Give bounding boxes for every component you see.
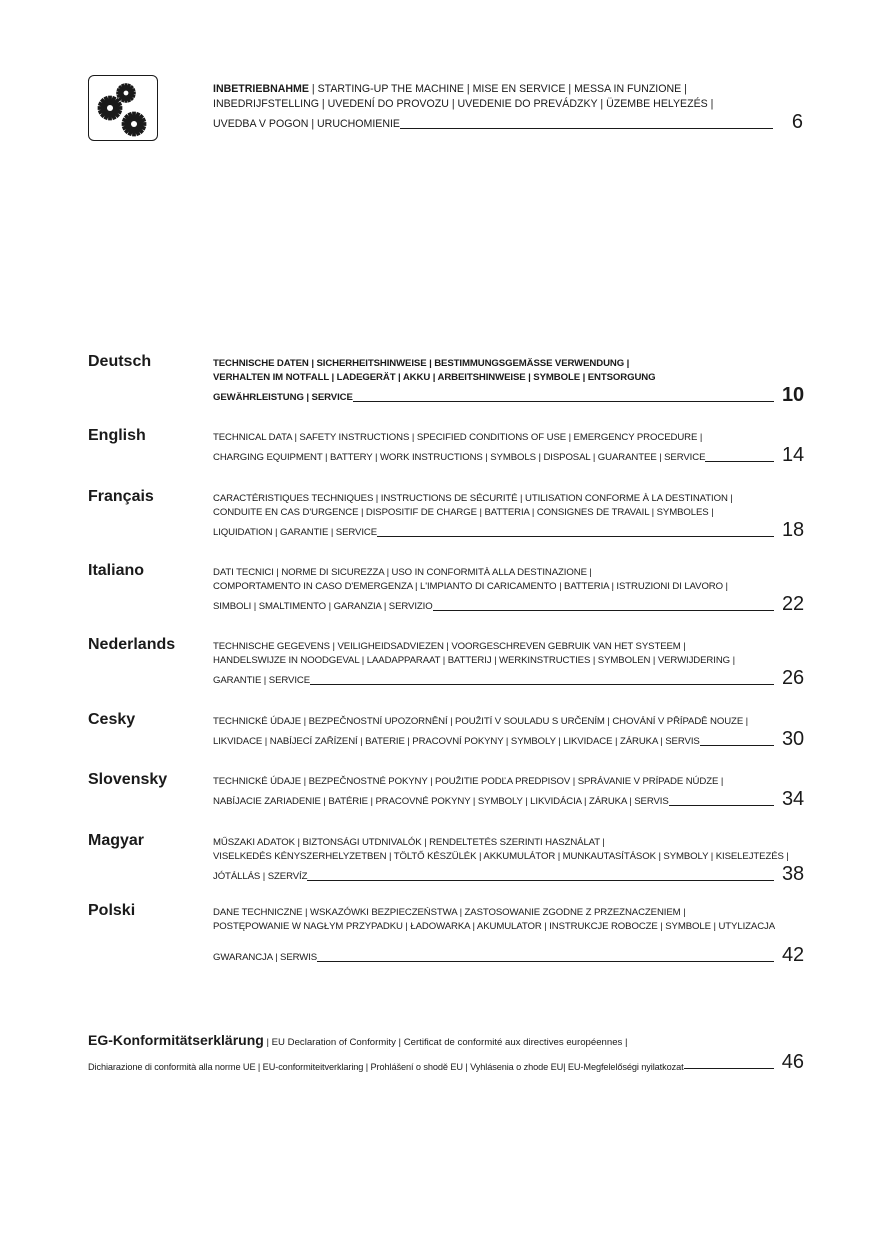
leader-line <box>705 460 774 462</box>
header-title-fr: MISE EN SERVICE <box>472 83 566 95</box>
leader-line <box>353 400 774 402</box>
page-number[interactable]: 34 <box>781 788 804 810</box>
language-label: Polski <box>88 902 136 919</box>
description-line: NABÍJACIE ZARIADENIE | BATÉRIE | PRACOVNÉ POKYNY | SYMBOLY | LIKVIDÁCIA | ZÁRUKA | SERVIS <box>213 796 669 807</box>
description-line: TECHNICKÉ ÚDAJE | BEZPEČNOSTNÍ UPOZORNĚNÍ | POUŽITÍ V SOULADU S URČENÍM | CHOVÁNÍ V PŘÍPADĚ NOUZE | <box>213 716 749 727</box>
description-line: MŰSZAKI ADATOK | BIZTONSÁGI UTDNIVALÓK | RENDELTETÉS SZERINTI HASZNÁLAT | <box>213 837 605 848</box>
page-number[interactable]: 14 <box>781 444 804 466</box>
page-number[interactable]: 10 <box>781 384 804 406</box>
description-line: CHARGING EQUIPMENT | BATTERY | WORK INSTRUCTIONS | SYMBOLS | DISPOSAL | GUARANTEE | SERVICE <box>213 452 706 463</box>
description-line: VISELKEDÉS KÉNYSZERHELYZETBEN | TÖLTŐ KÉSZÜLÉK | AKKUMULÁTOR | MUNKAUTASÍTÁSOK | SYMBOLY | KISELEJTEZÉS | <box>213 851 789 862</box>
section-description <box>213 492 804 540</box>
description-line: JÓTÁLLÁS | SZERVÍZ <box>213 871 308 882</box>
language-label: Cesky <box>88 711 136 728</box>
header-line-2: INBEDRIJFSTELLING | UVEDENÍ DO PROVOZU | UVEDENIE DO PREVÁDZKY | ÜZEMBE HELYEZÉS | <box>213 98 714 110</box>
page-number[interactable]: 26 <box>781 667 804 689</box>
header-title-nl: INBEDRIJFSTELLING <box>213 98 319 110</box>
description-line: TECHNICKÉ ÚDAJE | BEZPEČNOSTNÉ POKYNY | POUŽITIE PODĽA PREDPISOV | SPRÁVANIE V PRÍPADE NÚDZE | <box>213 776 724 787</box>
description-last-line <box>213 789 804 809</box>
description-line: LIQUIDATION | GARANTIE | SERVICE <box>213 527 378 538</box>
description-last-line <box>213 945 804 965</box>
header-line-1: INBETRIEBNAHME | STARTING-UP THE MACHINE | MISE EN SERVICE | MESSA IN FUNZIONE | <box>213 83 687 95</box>
section-description <box>213 357 804 405</box>
description-last-line <box>213 729 804 749</box>
header-title-en: STARTING-UP THE MACHINE <box>317 83 464 95</box>
description-line: LIKVIDACE | NABÍJECÍ ZAŘÍZENÍ | BATERIE | PRACOVNÍ POKYNY | SYMBOLY | LIKVIDACE | ZÁRUKA | SERVIS <box>213 736 700 747</box>
description-last-line <box>213 385 804 405</box>
header-title-pl: URUCHOMIENIE <box>317 118 401 130</box>
section-description <box>213 715 804 749</box>
description-last-line <box>213 668 804 688</box>
description-line: TECHNICAL DATA | SAFETY INSTRUCTIONS | SPECIFIED CONDITIONS OF USE | EMERGENCY PROCEDURE | <box>213 432 703 443</box>
language-label: Deutsch <box>88 353 152 370</box>
page-number[interactable]: 30 <box>781 728 804 750</box>
gears-icon <box>88 75 158 141</box>
description-line: TECHNISCHE GEGEVENS | VEILIGHEIDSADVIEZEN | VOORGESCHREVEN GEBRUIK VAN HET SYSTEEM | <box>213 641 686 652</box>
spacer <box>213 934 804 945</box>
header-title-sl: UVEDBA V POGON <box>213 118 309 130</box>
language-label: Slovensky <box>88 771 168 788</box>
description-line: VERHALTEN IM NOTFALL | LADEGERÄT | AKKU | ARBEITSHINWEISE | SYMBOLE | ENTSORGUNG <box>213 372 656 383</box>
header-line-3-text: UVEDBA V POGON | URUCHOMIENIE <box>213 118 401 130</box>
description-line: CONDUITE EN CAS D'URGENCE | DISPOSITIF DE CHARGE | BATTERIA | CONSIGNES DE TRAVAIL | SYMBOLES | <box>213 507 714 518</box>
header-title-sk: UVEDENIE DO PREVÁDZKY <box>457 98 598 110</box>
section-description <box>213 836 804 884</box>
leader-line <box>377 535 774 537</box>
language-label: English <box>88 427 146 444</box>
page-number[interactable]: 46 <box>781 1051 804 1073</box>
leader-line <box>684 1067 774 1069</box>
language-label: Magyar <box>88 832 145 849</box>
description-line: HANDELSWIJZE IN NOODGEVAL | LAADAPPARAAT | BATTERIJ | WERKINSTRUCTIES | SYMBOLEN | VERWIJDERING | <box>213 655 735 666</box>
leader-line <box>317 960 774 962</box>
conformity-line-2 <box>88 1052 804 1072</box>
gears-svg <box>93 79 153 137</box>
conformity-subtitle: | EU Declaration of Conformity | Certificat de conformité aux directives européennes | <box>266 1037 628 1048</box>
description-line: SIMBOLI | SMALTIMENTO | GARANZIA | SERVIZIO <box>213 601 433 612</box>
language-label: Italiano <box>88 562 145 579</box>
leader-line <box>400 127 773 129</box>
description-line: GEWÄHRLEISTUNG | SERVICE <box>213 392 353 403</box>
page-number[interactable]: 18 <box>781 519 804 541</box>
header-title-cz: UVEDENÍ DO PROVOZU <box>327 98 449 110</box>
section-description <box>213 640 804 688</box>
section-description <box>213 775 804 809</box>
header-title-de: INBETRIEBNAHME <box>213 83 309 95</box>
section-description <box>213 566 804 614</box>
header-title-hu: ÜZEMBE HELYEZÉS <box>606 98 708 110</box>
description-line: GARANTIE | SERVICE <box>213 675 311 686</box>
description-last-line <box>213 594 804 614</box>
leader-line <box>700 744 774 746</box>
page-number[interactable]: 38 <box>781 863 804 885</box>
language-label: Français <box>88 488 154 505</box>
leader-line <box>433 609 774 611</box>
description-line: CARACTÉRISTIQUES TECHNIQUES | INSTRUCTIONS DE SÉCURITÉ | UTILISATION CONFORME À LA DESTINATION | <box>213 493 733 504</box>
conformity-line-1 <box>88 1031 804 1052</box>
conformity-languages: Dichiarazione di conformità alla norme UE | EU-conformiteitverklaring | Prohlášení o shodě EU | Vyhlásenia o zhode EU| EU-Megfelelőségi nyilatkozat <box>88 1062 684 1072</box>
description-line: POSTĘPOWANIE W NAGŁYM PRZYPADKU | ŁADOWARKA | AKUMULATOR | INSTRUKCJE ROBOCZE | SYMBOLE | UTYLIZACJA <box>213 921 776 932</box>
toc-section-conformity[interactable] <box>88 1031 804 1072</box>
leader-line <box>307 879 774 881</box>
description-last-line <box>213 520 804 540</box>
leader-line <box>310 683 774 685</box>
header-title-it: MESSA IN FUNZIONE <box>574 83 682 95</box>
language-label: Nederlands <box>88 636 176 653</box>
description-last-line <box>213 445 804 465</box>
page-number[interactable]: 6 <box>791 111 803 133</box>
description-line: DANE TECHNICZNE | WSKAZÓWKI BEZPIECZEŃSTWA | ZASTOSOWANIE ZGODNE Z PRZEZNACZENIEM | <box>213 907 686 918</box>
description-line: DATI TECNICI | NORME DI SICUREZZA | USO IN CONFORMITÀ ALLA DESTINAZIONE | <box>213 567 592 578</box>
conformity-title: EG-Konformitätserklärung <box>88 1032 264 1048</box>
page-number[interactable]: 42 <box>781 944 804 966</box>
page-number[interactable]: 22 <box>781 593 804 615</box>
description-last-line <box>213 864 804 884</box>
startup-header <box>213 82 803 132</box>
description-line: TECHNISCHE DATEN | SICHERHEITSHINWEISE | BESTIMMUNGSGEMÄSSE VERWENDUNG | <box>213 358 630 369</box>
section-description <box>213 906 804 965</box>
section-description <box>213 431 804 465</box>
description-line: COMPORTAMENTO IN CASO D'EMERGENZA | L'IMPIANTO DI CARICAMENTO | BATTERIA | ISTRUZIONI DI LAVORO | <box>213 581 728 592</box>
description-line: GWARANCJA | SERWIS <box>213 952 318 963</box>
header-line-3 <box>213 112 803 132</box>
leader-line <box>669 804 774 806</box>
